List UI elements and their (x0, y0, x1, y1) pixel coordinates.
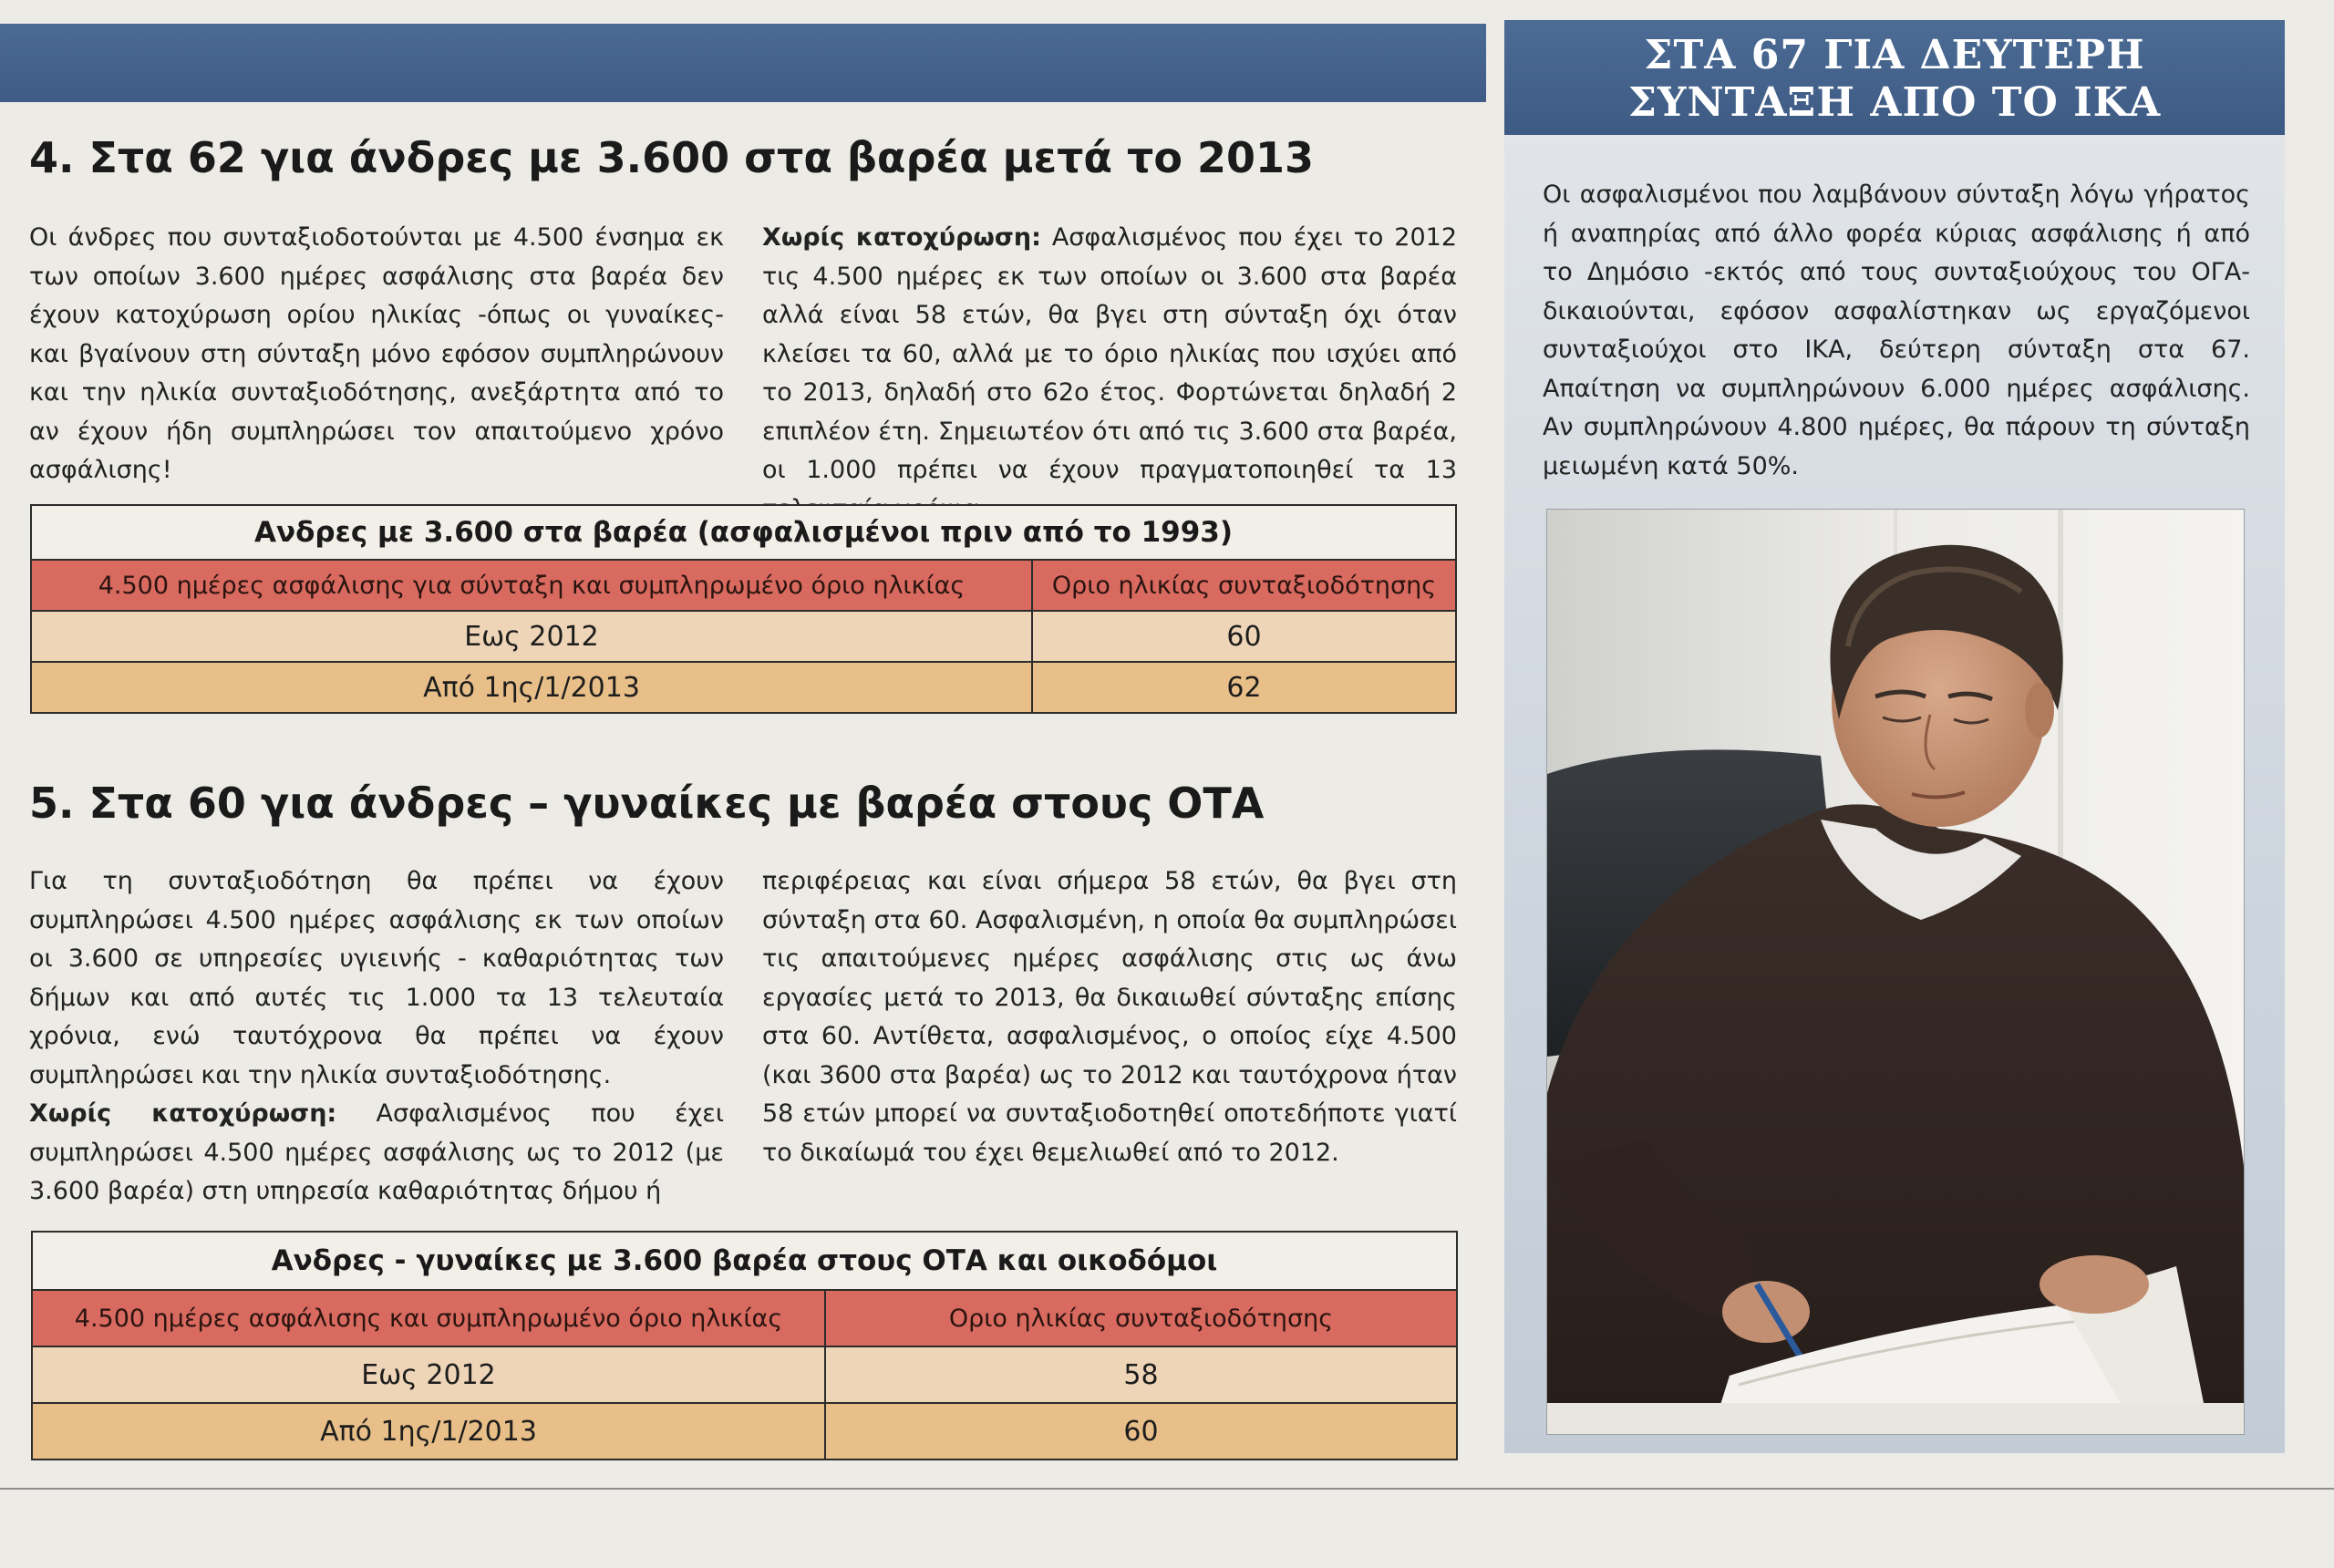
sidebar-box (1504, 20, 2285, 1453)
section-4-right-paragraph (762, 219, 1457, 529)
section-4-row2-period: Από 1ης/1/2013 (31, 662, 1032, 713)
section-5-right-text: περιφέρειας και είναι σήμερα 58 ετών, θα βγει στη σύνταξη στα 60. Ασφαλισμένη, η οποία θα συμπληρώσει τις απαιτούμενες ημέρες ασφάλισης στις ως άνω εργασίες μετά το 2013, θα δικαιωθεί σύνταξης επίσης στα 60. Αντίθετα, ασφαλισμένος, ο οποίος είχε 4.500 (και 3600 στα βαρέα) ως το 2012 και ταυτόχρονα ήταν 58 ετών μπορεί να συνταξιοδοτηθεί οποτεδήποτε γιατί το δικαίωμά του έχει θεμελιωθεί από το 2012. (762, 867, 1457, 1167)
section-4-row1-period: Εως 2012 (31, 611, 1032, 662)
table-row (32, 1403, 1457, 1460)
bottom-divider (0, 1488, 2334, 1490)
section-4-row1-age: 60 (1032, 611, 1456, 662)
section-5-table-col1-header: 4.500 ημέρες ασφάλισης και συμπληρωμένο όριο ηλικίας (32, 1290, 825, 1346)
section-5-lead: Χωρίς κατοχύρωση: (29, 1099, 337, 1128)
table-row (32, 1346, 1457, 1403)
sidebar-title (1504, 20, 2285, 135)
section-5-table (31, 1231, 1458, 1460)
section-5-heading: 5. Στα 60 για άνδρες – γυναίκες με βαρέα στους ΟΤΑ (29, 779, 1265, 828)
section-4-lead: Χωρίς κατοχύρωση: (762, 223, 1041, 252)
section-4-left-text: Οι άνδρες που συνταξιοδοτούνται με 4.500 ένσημα εκ των οποίων 3.600 ημέρες ασφάλισης στα βαρέα δεν έχουν κατοχύρωση ορίου ηλικίας -όπως οι γυναίκες- και βγαίνουν στη σύνταξη μόνο εφόσον συμπληρώνουν και την ηλικία συνταξιοδότησης, ανεξάρτητα από το αν έχουν ήδη συμπληρώσει τον απαιτούμενο χρόνο ασφάλισης! (29, 223, 724, 484)
section-4-right-column (762, 219, 1457, 529)
section-5-row1-age: 58 (825, 1346, 1457, 1403)
section-5-left-text: Για τη συνταξιοδότηση θα πρέπει να έχουν συμπληρώσει 4.500 ημέρες ασφάλισης εκ των οποίων οι 3.600 σε υπηρεσίες υγιεινής - καθαριότητας των δήμων και από αυτές τις 1.000 τα 13 τελευταία χρόνια, ενώ ταυτόχρονα θα πρέπει να έχουν συμπληρώσει και την ηλικία συνταξιοδότησης. (29, 867, 724, 1089)
table-row (31, 611, 1456, 662)
section-5-table-title: Ανδρες - γυναίκες με 3.600 βαρέα στους ΟΤΑ και οικοδόμοι (32, 1232, 1457, 1290)
table-row (31, 662, 1456, 713)
section-5-left-paragraph-2 (29, 1095, 724, 1212)
man-reading-illustration (1547, 510, 2244, 1434)
section-5-left-column (29, 862, 724, 1212)
section-5-left-text-2: Ασφαλισμένος που έχει συμπληρώσει 4.500 ημέρες ασφάλισης ως το 2012 (με 3.600 βαρέα) στη υπηρεσία καθαριότητας δήμου ή (29, 1099, 724, 1205)
sidebar-title-line-2: ΣΥΝΤΑΞΗ ΑΠΟ ΤΟ ΙΚΑ (1627, 79, 2162, 126)
section-4-row2-age: 62 (1032, 662, 1456, 713)
section-5-row2-period: Από 1ης/1/2013 (32, 1403, 825, 1460)
section-5-right-column (762, 862, 1457, 1172)
man-reading-photo (1546, 509, 2245, 1435)
section-5-table-col2-header: Οριο ηλικίας συνταξιοδότησης (825, 1290, 1457, 1346)
sidebar-text: Οι ασφαλισμένοι που λαμβάνουν σύνταξη λόγω γήρατος ή αναπηρίας από άλλο φορέα κύριας ασφάλισης ή από το Δημόσιο -εκτός από τους συνταξιούχους του ΟΓΑ- δικαιούνται, εφόσον ασφαλίστηκαν ως εργαζόμενοι συνταξιούχοι στο ΙΚΑ, δεύτερη σύνταξη στα 67. Απαίτηση να συμπληρώνουν 6.000 ημέρες ασφάλισης. Αν συμπληρώνουν 4.800 ημέρες, θα πάρουν τη σύνταξη μειωμένη κατά 50%. (1543, 181, 2250, 480)
sidebar-title-line-1: ΣΤΑ 67 ΓΙΑ ΔΕΥΤΕΡΗ (1644, 32, 2145, 78)
section-4-left-column (29, 219, 724, 490)
section-4-right-text: Ασφαλισμένος που έχει το 2012 τις 4.500 ημέρες εκ των οποίων οι 3.600 στα βαρέα αλλά είναι 58 ετών, θα βγει στη σύνταξη όχι όταν κλείσει τα 60, αλλά με το όριο ηλικίας που ισχύει από το 2013, δηλαδή στο 62ο έτος. Φορτώνεται δηλαδή 2 επιπλέον έτη. Σημειωτέον ότι από τις 3.600 στα βαρέα, οι 1.000 πρέπει να έχουν πραγματοποιηθεί τα 13 (762, 223, 1457, 484)
section-4-table-col1-header: 4.500 ημέρες ασφάλισης για σύνταξη και συμπληρωμένο όριο ηλικίας (31, 560, 1032, 611)
section-4-heading: 4. Στα 62 για άνδρες με 3.600 στα βαρέα μετά το 2013 (29, 133, 1315, 182)
section-5-row2-age: 60 (825, 1403, 1457, 1460)
section-4-table (30, 504, 1457, 714)
section-4-table-title: Ανδρες με 3.600 στα βαρέα (ασφαλισμένοι πριν από το 1993) (31, 505, 1456, 560)
section-5-row1-period: Εως 2012 (32, 1346, 825, 1403)
top-color-strip (0, 24, 1486, 102)
section-4-table-col2-header: Οριο ηλικίας συνταξιοδότησης (1032, 560, 1456, 611)
